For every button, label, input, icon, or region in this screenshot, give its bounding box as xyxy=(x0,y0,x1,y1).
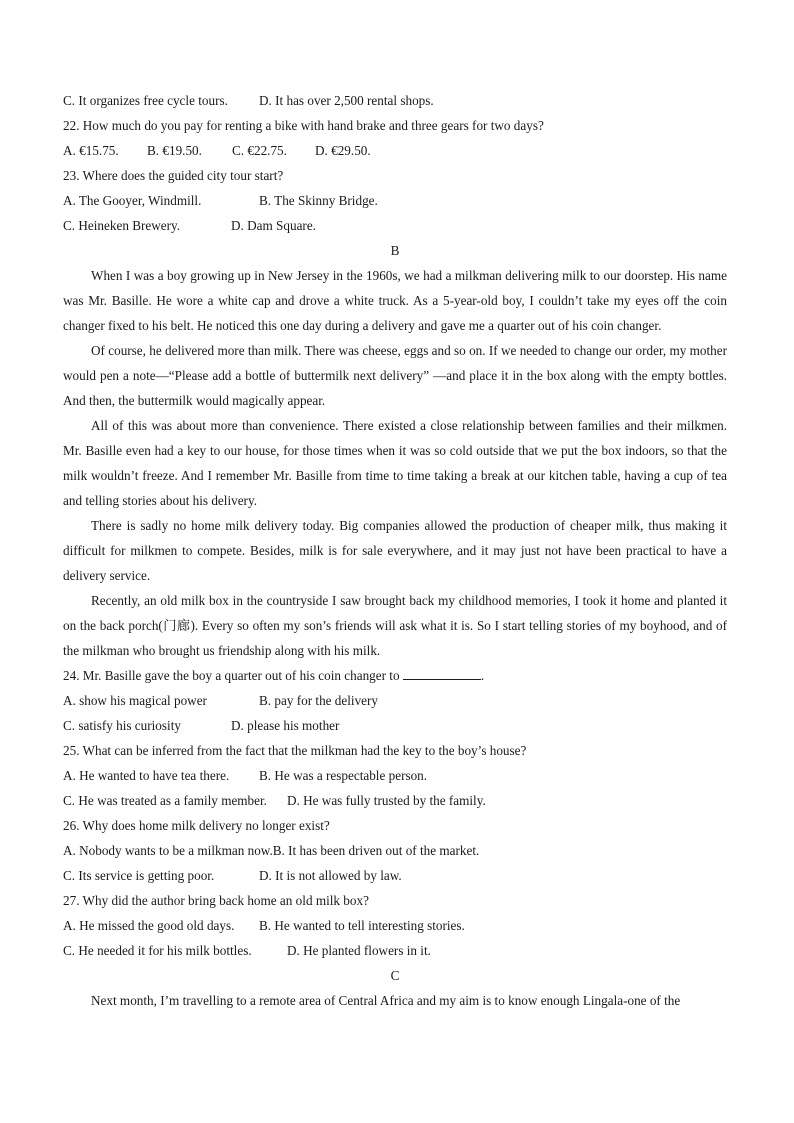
q26-option-d: D. It is not allowed by law. xyxy=(259,868,402,883)
question-25-options-cd xyxy=(63,788,727,813)
q24-option-c: C. satisfy his curiosity xyxy=(63,718,181,733)
q25-option-a: A. He wanted to have tea there. xyxy=(63,768,230,783)
q25-option-c: C. He was treated as a family member. xyxy=(63,793,267,808)
q23-option-d: D. Dam Square. xyxy=(231,218,316,233)
q21-option-d: D. It has over 2,500 rental shops. xyxy=(259,93,434,108)
q24-option-d: D. please his mother xyxy=(231,718,340,733)
passage-b-paragraph-2: Of course, he delivered more than milk. There was cheese, eggs and so on. If we needed to change our order, my mother would pen a note—“Please add a bottle of buttermilk next delivery” —and place it in the box along with the empty bottles. And then, the buttermilk would magically appear. xyxy=(63,343,727,408)
question-24 xyxy=(63,663,727,688)
passage-c-paragraph-1: Next month, I’m travelling to a remote area of Central Africa and my aim is to know enough Lingala-one of the xyxy=(91,993,681,1008)
question-27: 27. Why did the author bring back home an old milk box? xyxy=(63,893,369,908)
q24-question-text: 24. Mr. Basille gave the boy a quarter out of his coin changer to xyxy=(63,668,400,683)
q24-option-a: A. show his magical power xyxy=(63,693,207,708)
q25-option-d: D. He was fully trusted by the family. xyxy=(287,793,486,808)
question-23: 23. Where does the guided city tour start? xyxy=(63,168,284,183)
question-26-options-cd xyxy=(63,863,727,888)
section-c-heading: C xyxy=(390,968,400,983)
question-24-options-ab xyxy=(63,688,727,713)
passage-b-paragraph-1: When I was a boy growing up in New Jersey in the 1960s, we had a milkman delivering milk to our doorstep. His name was Mr. Basille. He wore a white cap and drove a white truck. As a 5-year-old boy, I couldn’t take my eyes off the coin changer fixed to his belt. He noticed this one day during a delivery and gave me a quarter out of his coin changer. xyxy=(63,268,727,333)
question-26-options-ab xyxy=(63,838,727,863)
question-22-options xyxy=(63,138,727,163)
question-24-options-cd xyxy=(63,713,727,738)
q26-option-b: B. It has been driven out of the market. xyxy=(272,843,480,858)
question-25-options-ab xyxy=(63,763,727,788)
q23-option-c: C. Heineken Brewery. xyxy=(63,218,181,233)
q26-option-a: A. Nobody wants to be a milkman now. xyxy=(63,843,273,858)
section-b-heading: B xyxy=(390,243,400,258)
q27-option-a: A. He missed the good old days. xyxy=(63,918,235,933)
q27-option-d: D. He planted flowers in it. xyxy=(287,943,431,958)
q22-option-c: C. €22.75. xyxy=(232,143,287,158)
answer-blank xyxy=(403,665,481,680)
q26-option-c: C. Its service is getting poor. xyxy=(63,868,215,883)
passage-b-paragraph-4: There is sadly no home milk delivery today. Big companies allowed the production of cheaper milk, thus making it difficult for milkmen to compete. Besides, milk is for sale everywhere, and it may just not have been practical to have a delivery service. xyxy=(63,518,727,583)
q25-option-b: B. He was a respectable person. xyxy=(259,768,428,783)
question-22: 22. How much do you pay for renting a bike with hand brake and three gears for two days? xyxy=(63,118,544,133)
q24-option-b: B. pay for the delivery xyxy=(259,693,379,708)
passage-b-paragraph-3: All of this was about more than convenience. There existed a close relationship between families and their milkmen. Mr. Basille even had a key to our house, for those times when it was so cold outside that we put the box indoors, so that the milk wouldn’t freeze. And I remember Mr. Basille from time to time taking a break at our kitchen table, having a cup of tea and telling stories about his delivery. xyxy=(63,418,727,508)
question-23-options-cd xyxy=(63,213,727,238)
question-21-options-cd xyxy=(63,88,727,113)
q23-option-b: B. The Skinny Bridge. xyxy=(259,193,378,208)
exam-page xyxy=(63,88,727,1013)
q21-option-c: C. It organizes free cycle tours. xyxy=(63,93,228,108)
q22-option-d: D. €29.50. xyxy=(315,143,371,158)
q27-option-b: B. He wanted to tell interesting stories. xyxy=(259,918,465,933)
q27-option-c: C. He needed it for his milk bottles. xyxy=(63,943,252,958)
passage-b-paragraph-5: Recently, an old milk box in the countryside I saw brought back my childhood memories, I took it home and planted it on the back porch(门廊). Every so often my son’s friends will ask what it is. So I start telling stories of my boyhood, and of the milkman who brought us friendship along with his milk. xyxy=(63,593,727,658)
q24-question-end: . xyxy=(480,668,485,683)
question-27-options-ab xyxy=(63,913,727,938)
question-25: 25. What can be inferred from the fact that the milkman had the key to the boy’s house? xyxy=(63,743,527,758)
q22-option-a: A. €15.75. xyxy=(63,143,119,158)
q22-option-b: B. €19.50. xyxy=(147,143,202,158)
question-26: 26. Why does home milk delivery no longer exist? xyxy=(63,818,330,833)
q23-option-a: A. The Gooyer, Windmill. xyxy=(63,193,202,208)
question-27-options-cd xyxy=(63,938,727,963)
question-23-options-ab xyxy=(63,188,727,213)
